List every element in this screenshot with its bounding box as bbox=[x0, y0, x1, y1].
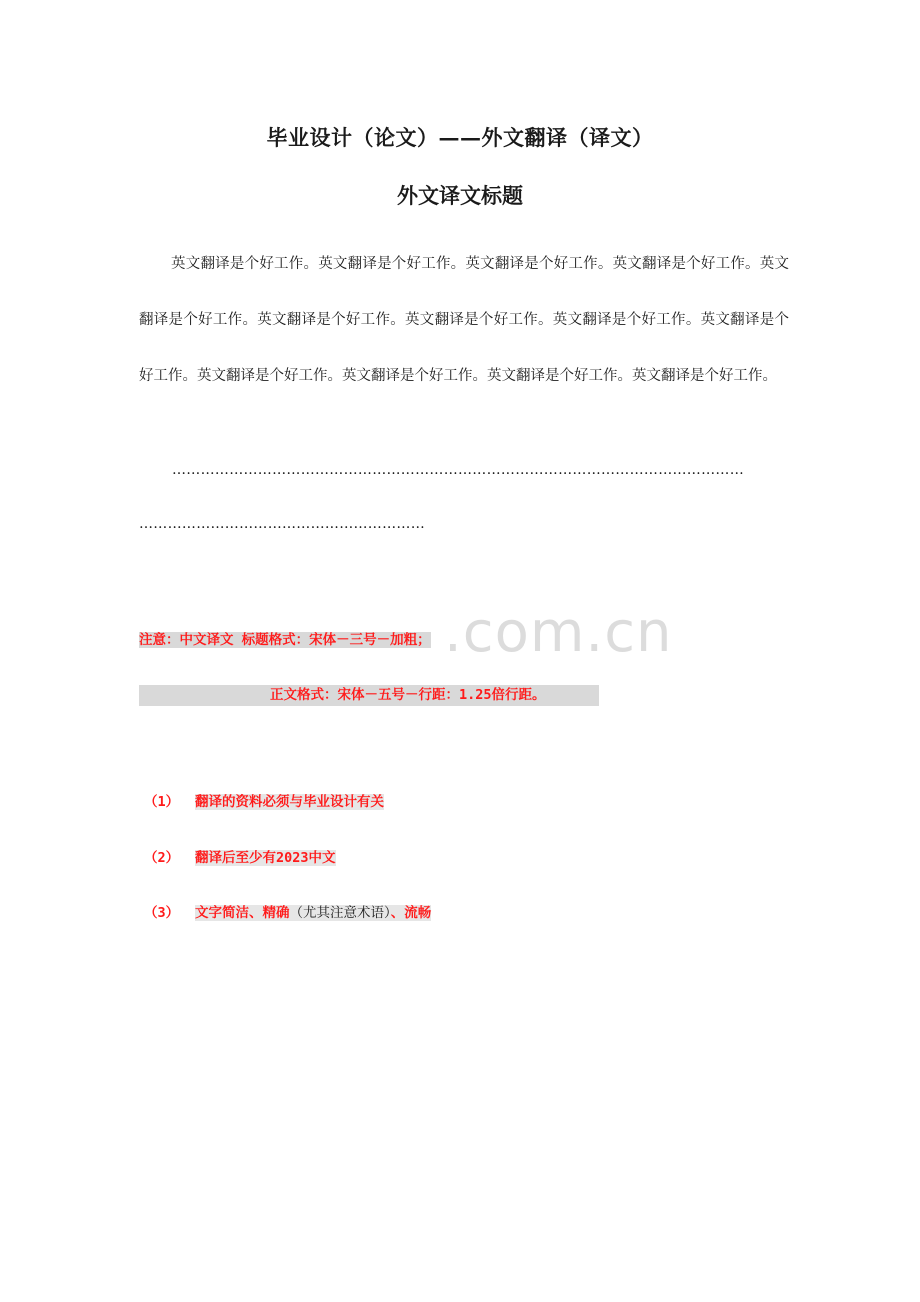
format-note-body: 正文格式：宋体－五号－行距：1.25倍行距。 bbox=[270, 687, 546, 703]
ellipsis-line: …………………………………………………… bbox=[139, 516, 425, 532]
requirement-text: 翻译后至少有2023中文 bbox=[195, 850, 336, 866]
document-heading: 毕业设计（论文）——外文翻译（译文） bbox=[266, 125, 654, 150]
ellipsis-line: ………………………………………………………………………………………………………… bbox=[172, 462, 744, 478]
format-note-title-text: 注意：中文译文 标题格式：宋体－三号－加粗； bbox=[139, 632, 431, 648]
requirement-item bbox=[139, 848, 336, 868]
requirement-text-part: 、流畅 bbox=[390, 905, 432, 921]
body-paragraph: 英文翻译是个好工作。英文翻译是个好工作。英文翻译是个好工作。英文翻译是个好工作。英文翻译是个好工作。英文翻译是个好工作。英文翻译是个好工作。英文翻译是个好工作。英文翻译是个好工作。英文翻译是个好工作。英文翻译是个好工作。英文翻译是个好工作。英文翻译是个好工作。 bbox=[139, 256, 789, 384]
requirement-item bbox=[139, 792, 384, 812]
requirement-number: （2） bbox=[144, 850, 180, 866]
requirement-number: （3） bbox=[144, 905, 180, 921]
translation-title: 外文译文标题 bbox=[397, 183, 523, 208]
watermark: .com.cn bbox=[444, 600, 673, 665]
requirement-text bbox=[195, 905, 431, 921]
requirement-text-part: 文字简洁、精确 bbox=[195, 905, 290, 921]
requirement-text: 翻译的资料必须与毕业设计有关 bbox=[195, 794, 384, 810]
requirement-item bbox=[139, 903, 431, 923]
requirement-text-part: （尤其注意术语） bbox=[289, 905, 391, 921]
format-note-title bbox=[139, 630, 431, 650]
requirement-number: （1） bbox=[144, 794, 180, 810]
